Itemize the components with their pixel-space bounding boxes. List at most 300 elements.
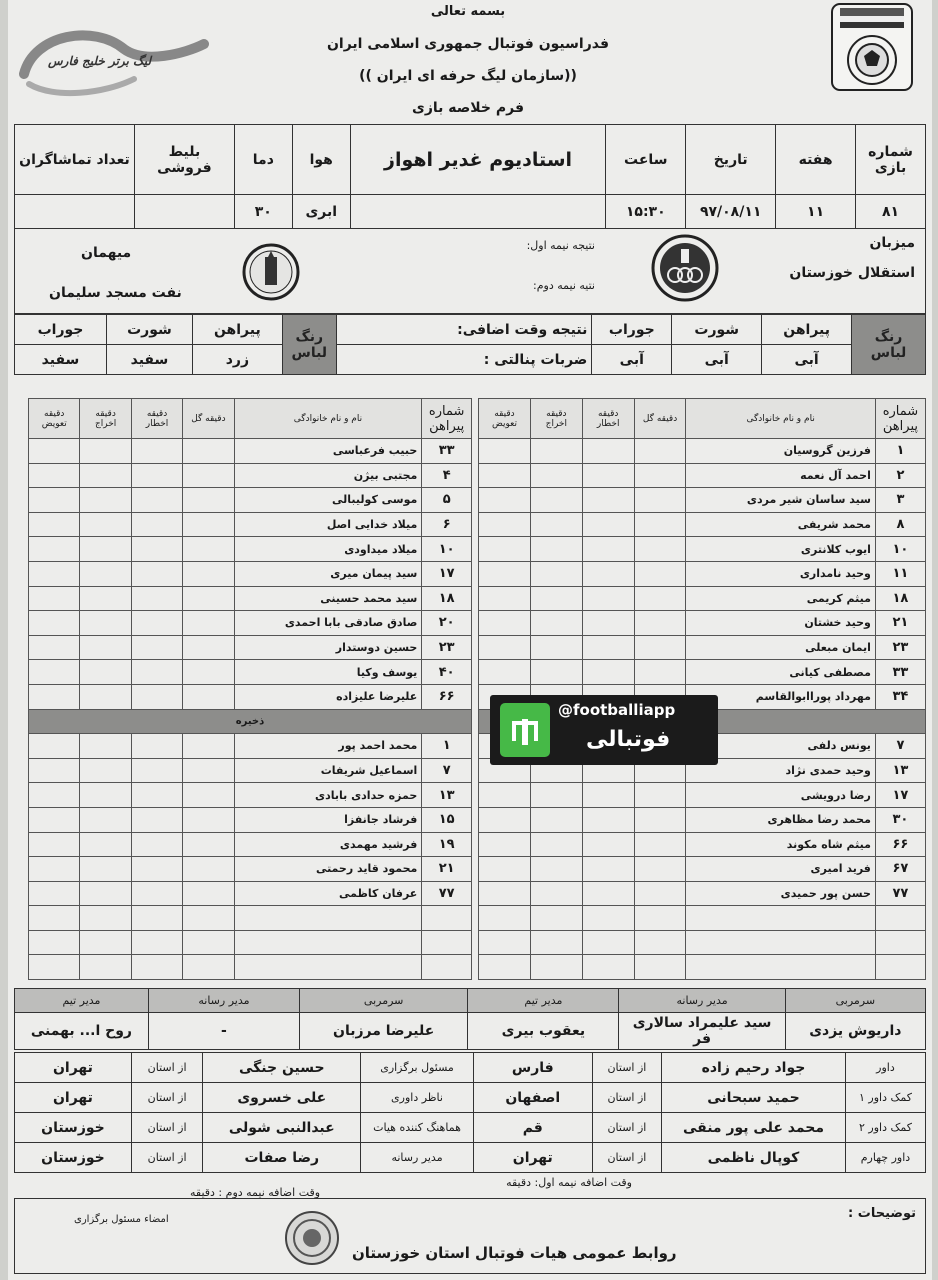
guest-sendoff-minute [80, 463, 131, 488]
guest-sub-minute [29, 881, 80, 906]
guest-player-name [234, 930, 422, 955]
guest-player-name: فرشید مهمدی [234, 832, 422, 857]
host-shirt-no: ۷۷ [875, 881, 925, 906]
guest-sub-minute [29, 463, 80, 488]
guest-warn-minute [131, 537, 182, 562]
ar1-from-label: از استان [592, 1083, 661, 1113]
guest-player-name: میلاد خدایی اصل [234, 512, 422, 537]
host-player-name [686, 955, 875, 980]
host-kit-socks: آبی [592, 345, 672, 375]
host-media-label: مدیر رسانه [619, 989, 785, 1013]
host-col-name: نام و نام خانوادگی [686, 399, 875, 439]
coordinator-province: خوزستان [15, 1113, 132, 1143]
guest-row [29, 734, 472, 759]
host-row [479, 439, 926, 464]
guest-warn-minute [131, 684, 182, 709]
host-sub-minute [479, 635, 531, 660]
guest-row [29, 512, 472, 537]
guest-shirt-no: ۷ [422, 758, 472, 783]
host-shirt-no: ۳۳ [875, 660, 925, 685]
observer-label: ناظر داوری [361, 1083, 474, 1113]
host-shirt-no: ۷ [875, 734, 925, 759]
host-sub-minute [479, 832, 531, 857]
guest-shirt-no [422, 955, 472, 980]
host-player-name: وحید نامداری [686, 561, 875, 586]
guest-row [29, 783, 472, 808]
guest-team-name: نفت مسجد سلیمان [49, 285, 182, 301]
host-sendoff-minute [530, 512, 582, 537]
guest-kit-socks: سفید [15, 345, 107, 375]
host-coach-label: سرمربی [785, 989, 925, 1013]
host-sendoff-minute [530, 930, 582, 955]
host-kit-shirt: آبی [762, 345, 852, 375]
guest-goal-minute [183, 439, 234, 464]
host-goal-minute [634, 832, 686, 857]
host-shirt-no [875, 930, 925, 955]
guest-col-warn: دقیقه اخطار [131, 399, 182, 439]
form-title: فرم خلاصه بازی [411, 100, 525, 116]
guest-col-shirt-no: شماره پیراهن [422, 399, 472, 439]
observer-from-label: از استان [131, 1083, 202, 1113]
ar1-label: کمک داور ۱ [845, 1083, 925, 1113]
guest-player-name: صادق صادقی بابا احمدی [234, 611, 422, 636]
host-warn-minute [582, 832, 634, 857]
guest-warn-minute [131, 488, 182, 513]
host-shirt-no: ۱۰ [875, 537, 925, 562]
public-relations-text: روابط عمومی هیات فوتبال استان خوزستان [352, 1244, 677, 1262]
guest-warn-minute [131, 660, 182, 685]
penalties-label: ضربات پنالتی : [336, 345, 592, 375]
tickets-label: بلیط فروشی [134, 125, 234, 195]
host-row [479, 930, 926, 955]
host-team-logo-icon [645, 233, 725, 303]
guest-sendoff-minute [80, 537, 131, 562]
host-goal-minute [634, 537, 686, 562]
host-player-name: رضا درویشی [686, 783, 875, 808]
host-player-name: فرید امیری [686, 857, 875, 882]
host-sendoff-minute [530, 783, 582, 808]
guest-shirt-no: ۴۰ [422, 660, 472, 685]
host-warn-minute [582, 660, 634, 685]
guest-sub-minute [29, 684, 80, 709]
media-manager-province: خوزستان [15, 1143, 132, 1173]
host-col-warn: دقیقه اخطار [582, 399, 634, 439]
guest-roster-table [28, 398, 472, 980]
host-sendoff-minute [530, 955, 582, 980]
host-player-name: میثم کریمی [686, 586, 875, 611]
guest-row [29, 930, 472, 955]
host-row [479, 463, 926, 488]
host-row [479, 561, 926, 586]
guest-row [29, 857, 472, 882]
guest-player-name: حبیب فرعباسی [234, 439, 422, 464]
guest-goal-minute [183, 857, 234, 882]
guest-player-name: موسی کولیبالی [234, 488, 422, 513]
host-row [479, 857, 926, 882]
guest-sendoff-minute [80, 439, 131, 464]
host-goal-minute [634, 930, 686, 955]
guest-subs-divider [29, 709, 472, 734]
host-shirt-no: ۲۳ [875, 635, 925, 660]
host-warn-minute [582, 512, 634, 537]
host-sendoff-minute [530, 537, 582, 562]
stadium-name: استادیوم غدیر اهواز [350, 125, 606, 195]
guest-goal-minute [183, 488, 234, 513]
guest-row [29, 758, 472, 783]
host-goal-minute [634, 561, 686, 586]
staff-table [14, 988, 926, 1050]
host-shirt-no: ۲۱ [875, 611, 925, 636]
host-col-shirt-no: شماره پیراهن [875, 399, 925, 439]
host-warn-minute [582, 857, 634, 882]
guest-warn-minute [131, 512, 182, 537]
host-shirt-no: ۱۷ [875, 783, 925, 808]
host-shirt-no [875, 906, 925, 931]
host-player-name: ایوب کلانتری [686, 537, 875, 562]
host-sendoff-minute [530, 881, 582, 906]
host-row [479, 635, 926, 660]
host-warn-minute [582, 783, 634, 808]
host-player-name: احمد آل نعمه [686, 463, 875, 488]
host-kit-shirt-label: پیراهن [762, 315, 852, 345]
guest-goal-minute [183, 758, 234, 783]
guest-sendoff-minute [80, 684, 131, 709]
guest-coach-label: سرمربی [299, 989, 467, 1013]
host-sub-minute [479, 783, 531, 808]
guest-row [29, 832, 472, 857]
ar2-from-label: از استان [592, 1113, 661, 1143]
date-value: ۹۷/۰۸/۱۱ [686, 195, 776, 229]
guest-kit-socks-label: جوراب [15, 315, 107, 345]
guest-sendoff-minute [80, 906, 131, 931]
guest-goal-minute [183, 537, 234, 562]
stadium-blank [350, 195, 606, 229]
host-goal-minute [634, 955, 686, 980]
host-sendoff-minute [530, 906, 582, 931]
guest-subs-header: ذخیره [29, 709, 472, 734]
host-warn-minute [582, 611, 634, 636]
watermark-handle: @footballiapp [558, 701, 676, 719]
host-shirt-no: ۶۷ [875, 857, 925, 882]
host-sendoff-minute [530, 611, 582, 636]
guest-shirt-no: ۱۵ [422, 807, 472, 832]
guest-shirt-no [422, 906, 472, 931]
host-sub-minute [479, 930, 531, 955]
guest-warn-minute [131, 635, 182, 660]
host-goal-minute [634, 881, 686, 906]
guest-row [29, 586, 472, 611]
teams-section [14, 228, 926, 314]
host-player-name: حسن پور حمیدی [686, 881, 875, 906]
host-player-name: وحید حمدی نژاد [686, 758, 875, 783]
guest-shirt-no: ۲۱ [422, 857, 472, 882]
guest-sub-minute [29, 561, 80, 586]
guest-col-name: نام و نام خانوادگی [234, 399, 422, 439]
guest-sub-minute [29, 734, 80, 759]
host-row [479, 537, 926, 562]
guest-row [29, 635, 472, 660]
guest-sub-minute [29, 930, 80, 955]
host-goal-minute [634, 586, 686, 611]
host-warn-minute [582, 463, 634, 488]
guest-col-sub: دقیقه تعویض [29, 399, 80, 439]
guest-sendoff-minute [80, 881, 131, 906]
guest-shirt-no: ۱۳ [422, 783, 472, 808]
guest-row [29, 537, 472, 562]
coordinator-name: عبدالنبی شولی [203, 1113, 361, 1143]
watermark-name: فوتبالی [586, 727, 671, 752]
guest-sub-minute [29, 635, 80, 660]
ar2-province: قم [473, 1113, 592, 1143]
guest-row [29, 488, 472, 513]
host-row [479, 660, 926, 685]
ar1-province: اصفهان [473, 1083, 592, 1113]
federation-logo-icon [826, 2, 918, 94]
host-sub-minute [479, 463, 531, 488]
guest-goal-minute [183, 660, 234, 685]
guest-sendoff-minute [80, 586, 131, 611]
guest-shirt-no: ۱ [422, 734, 472, 759]
host-sub-minute [479, 955, 531, 980]
referee-name: جواد رحیم زاده [662, 1053, 846, 1083]
guest-shirt-no: ۱۸ [422, 586, 472, 611]
guest-goal-minute [183, 561, 234, 586]
temp-label: دما [234, 125, 292, 195]
host-kit-shorts: آبی [672, 345, 762, 375]
added-time-second: وقت اضافه نیمه دوم : دقیقه [190, 1186, 321, 1199]
guest-manager-label: مدیر تیم [15, 989, 149, 1013]
guest-sub-minute [29, 660, 80, 685]
time-value: ۱۵:۳۰ [606, 195, 686, 229]
guest-goal-minute [183, 512, 234, 537]
guest-sendoff-minute [80, 955, 131, 980]
guest-sendoff-minute [80, 857, 131, 882]
host-kit-socks-label: جوراب [592, 315, 672, 345]
guest-sub-minute [29, 611, 80, 636]
observer-name: علی خسروی [203, 1083, 361, 1113]
guest-player-name: حسین دوستدار [234, 635, 422, 660]
guest-warn-minute [131, 955, 182, 980]
organizer-name: حسین جنگی [203, 1053, 361, 1083]
guest-kit-shorts-label: شورت [106, 315, 192, 345]
guest-row [29, 561, 472, 586]
extra-time-label: نتیجه وقت اضافی: [336, 315, 592, 345]
bismillah: بسمه تعالی [430, 4, 506, 19]
guest-player-name: عرفان کاظمی [234, 881, 422, 906]
host-row [479, 807, 926, 832]
guest-player-name: یوسف وکیا [234, 660, 422, 685]
host-warn-minute [582, 906, 634, 931]
guest-warn-minute [131, 857, 182, 882]
guest-sendoff-minute [80, 488, 131, 513]
officials-table [14, 1052, 926, 1173]
host-sendoff-minute [530, 488, 582, 513]
date-label: تاریخ [686, 125, 776, 195]
guest-kit-shorts: سفید [106, 345, 192, 375]
guest-sub-minute [29, 537, 80, 562]
footballi-watermark [490, 695, 718, 765]
host-player-name: محمد شریفی [686, 512, 875, 537]
time-label: ساعت [606, 125, 686, 195]
guest-player-name: فرشاد جانفزا [234, 807, 422, 832]
guest-row [29, 611, 472, 636]
guest-player-name: میلاد میداودی [234, 537, 422, 562]
host-sub-minute [479, 857, 531, 882]
host-player-name: ایمان مبعلی [686, 635, 875, 660]
guest-goal-minute [183, 807, 234, 832]
host-shirt-no: ۸ [875, 512, 925, 537]
guest-sendoff-minute [80, 832, 131, 857]
referee-from-label: از استان [592, 1053, 661, 1083]
host-player-name [686, 906, 875, 931]
guest-row [29, 463, 472, 488]
guest-player-name: علیرضا علیزاده [234, 684, 422, 709]
guest-sendoff-minute [80, 930, 131, 955]
guest-goal-minute [183, 783, 234, 808]
guest-sendoff-minute [80, 758, 131, 783]
weather-label: هوا [292, 125, 350, 195]
guest-goal-minute [183, 955, 234, 980]
guest-shirt-no: ۱۷ [422, 561, 472, 586]
host-player-name: مهرداد پوراابوالقاسم [686, 684, 875, 709]
media-manager-from-label: از استان [131, 1143, 202, 1173]
host-media: سید علیمراد سالاری فر [619, 1013, 785, 1050]
host-row [479, 906, 926, 931]
guest-sub-minute [29, 512, 80, 537]
spectators-label: تعداد تماشاگران [15, 125, 135, 195]
host-sub-minute [479, 660, 531, 685]
guest-sub-minute [29, 758, 80, 783]
host-sendoff-minute [530, 660, 582, 685]
host-manager: یعقوب بیری [468, 1013, 619, 1050]
media-manager-label: مدیر رسانه [361, 1143, 474, 1173]
guest-media-label: مدیر رسانه [148, 989, 299, 1013]
host-sendoff-minute [530, 807, 582, 832]
organizer-label: مسئول برگزاری [361, 1053, 474, 1083]
guest-kit-shirt: زرد [192, 345, 282, 375]
guest-row [29, 684, 472, 709]
host-goal-minute [634, 463, 686, 488]
guest-sub-minute [29, 439, 80, 464]
guest-player-name: مجتبی بیژن [234, 463, 422, 488]
guest-player-name: سید محمد حسینی [234, 586, 422, 611]
guest-warn-minute [131, 906, 182, 931]
guest-goal-minute [183, 906, 234, 931]
guest-warn-minute [131, 832, 182, 857]
host-player-name: وحید خشتان [686, 611, 875, 636]
guest-warn-minute [131, 463, 182, 488]
signature-label: امضاء مسئول برگزاری [74, 1214, 169, 1225]
host-roster-table [478, 398, 926, 980]
host-team-name: استقلال خوزستان [789, 265, 915, 281]
host-sub-minute [479, 512, 531, 537]
match-no-label: شماره بازی [856, 125, 926, 195]
host-sendoff-minute [530, 857, 582, 882]
league-logo [14, 24, 214, 104]
fourth-province: تهران [473, 1143, 592, 1173]
guest-shirt-no: ۵ [422, 488, 472, 513]
host-shirt-no: ۳۴ [875, 684, 925, 709]
host-sub-minute [479, 611, 531, 636]
host-warn-minute [582, 537, 634, 562]
guest-sub-minute [29, 783, 80, 808]
guest-shirt-no: ۲۰ [422, 611, 472, 636]
guest-manager: روح ا... بهمنی [15, 1013, 149, 1050]
coordinator-label: هماهنگ کننده هیات [361, 1113, 474, 1143]
host-player-name: میثم شاه مکوند [686, 832, 875, 857]
guest-goal-minute [183, 635, 234, 660]
footballi-logo-icon [500, 703, 550, 757]
guest-goal-minute [183, 930, 234, 955]
match-info-table [14, 124, 926, 229]
host-sub-minute [479, 488, 531, 513]
host-sub-minute [479, 906, 531, 931]
spectators-value [15, 195, 135, 229]
guest-warn-minute [131, 930, 182, 955]
host-sendoff-minute [530, 463, 582, 488]
host-player-name [686, 930, 875, 955]
guest-shirt-no: ۶۶ [422, 684, 472, 709]
match-no-value: ۸۱ [856, 195, 926, 229]
host-shirt-no: ۶۶ [875, 832, 925, 857]
guest-player-name: سید پیمان میری [234, 561, 422, 586]
guest-sendoff-minute [80, 783, 131, 808]
guest-warn-minute [131, 881, 182, 906]
host-warn-minute [582, 955, 634, 980]
organization-title: ((سازمان لیگ حرفه ای ایران )) [359, 68, 577, 84]
host-warn-minute [582, 439, 634, 464]
guest-warn-minute [131, 807, 182, 832]
guest-player-name: اسماعیل شریفات [234, 758, 422, 783]
host-goal-minute [634, 512, 686, 537]
host-col-goal: دقیقه گل [634, 399, 686, 439]
host-row [479, 832, 926, 857]
host-sub-minute [479, 881, 531, 906]
guest-sub-minute [29, 586, 80, 611]
host-shirt-no: ۱۳ [875, 758, 925, 783]
host-sendoff-minute [530, 586, 582, 611]
ar2-label: کمک داور ۲ [845, 1113, 925, 1143]
host-sendoff-minute [530, 439, 582, 464]
media-manager-name: رضا صفات [203, 1143, 361, 1173]
host-kit-shorts-label: شورت [672, 315, 762, 345]
host-goal-minute [634, 439, 686, 464]
host-kit-label: رنگ لباس [852, 315, 926, 375]
host-shirt-no: ۱۸ [875, 586, 925, 611]
guest-goal-minute [183, 463, 234, 488]
match-summary-form [8, 0, 932, 1280]
host-sub-minute [479, 561, 531, 586]
host-sub-minute [479, 537, 531, 562]
host-sendoff-minute [530, 832, 582, 857]
guest-player-name: محمد احمد پور [234, 734, 422, 759]
guest-player-name [234, 955, 422, 980]
ar1-name: حمید سبحانی [662, 1083, 846, 1113]
coordinator-from-label: از استان [131, 1113, 202, 1143]
guest-kit-label: رنگ لباس [282, 315, 336, 375]
guest-sub-minute [29, 832, 80, 857]
host-col-sub: دقیقه تعویض [479, 399, 531, 439]
kits-table [14, 314, 926, 375]
league-logo-text: لیگ برتر خلیج فارس [48, 54, 152, 68]
host-row [479, 955, 926, 980]
host-shirt-no: ۲ [875, 463, 925, 488]
guest-sendoff-minute [80, 660, 131, 685]
host-player-name: محمد رضا مظاهری [686, 807, 875, 832]
host-row [479, 586, 926, 611]
guest-sub-minute [29, 955, 80, 980]
guest-sendoff-minute [80, 734, 131, 759]
